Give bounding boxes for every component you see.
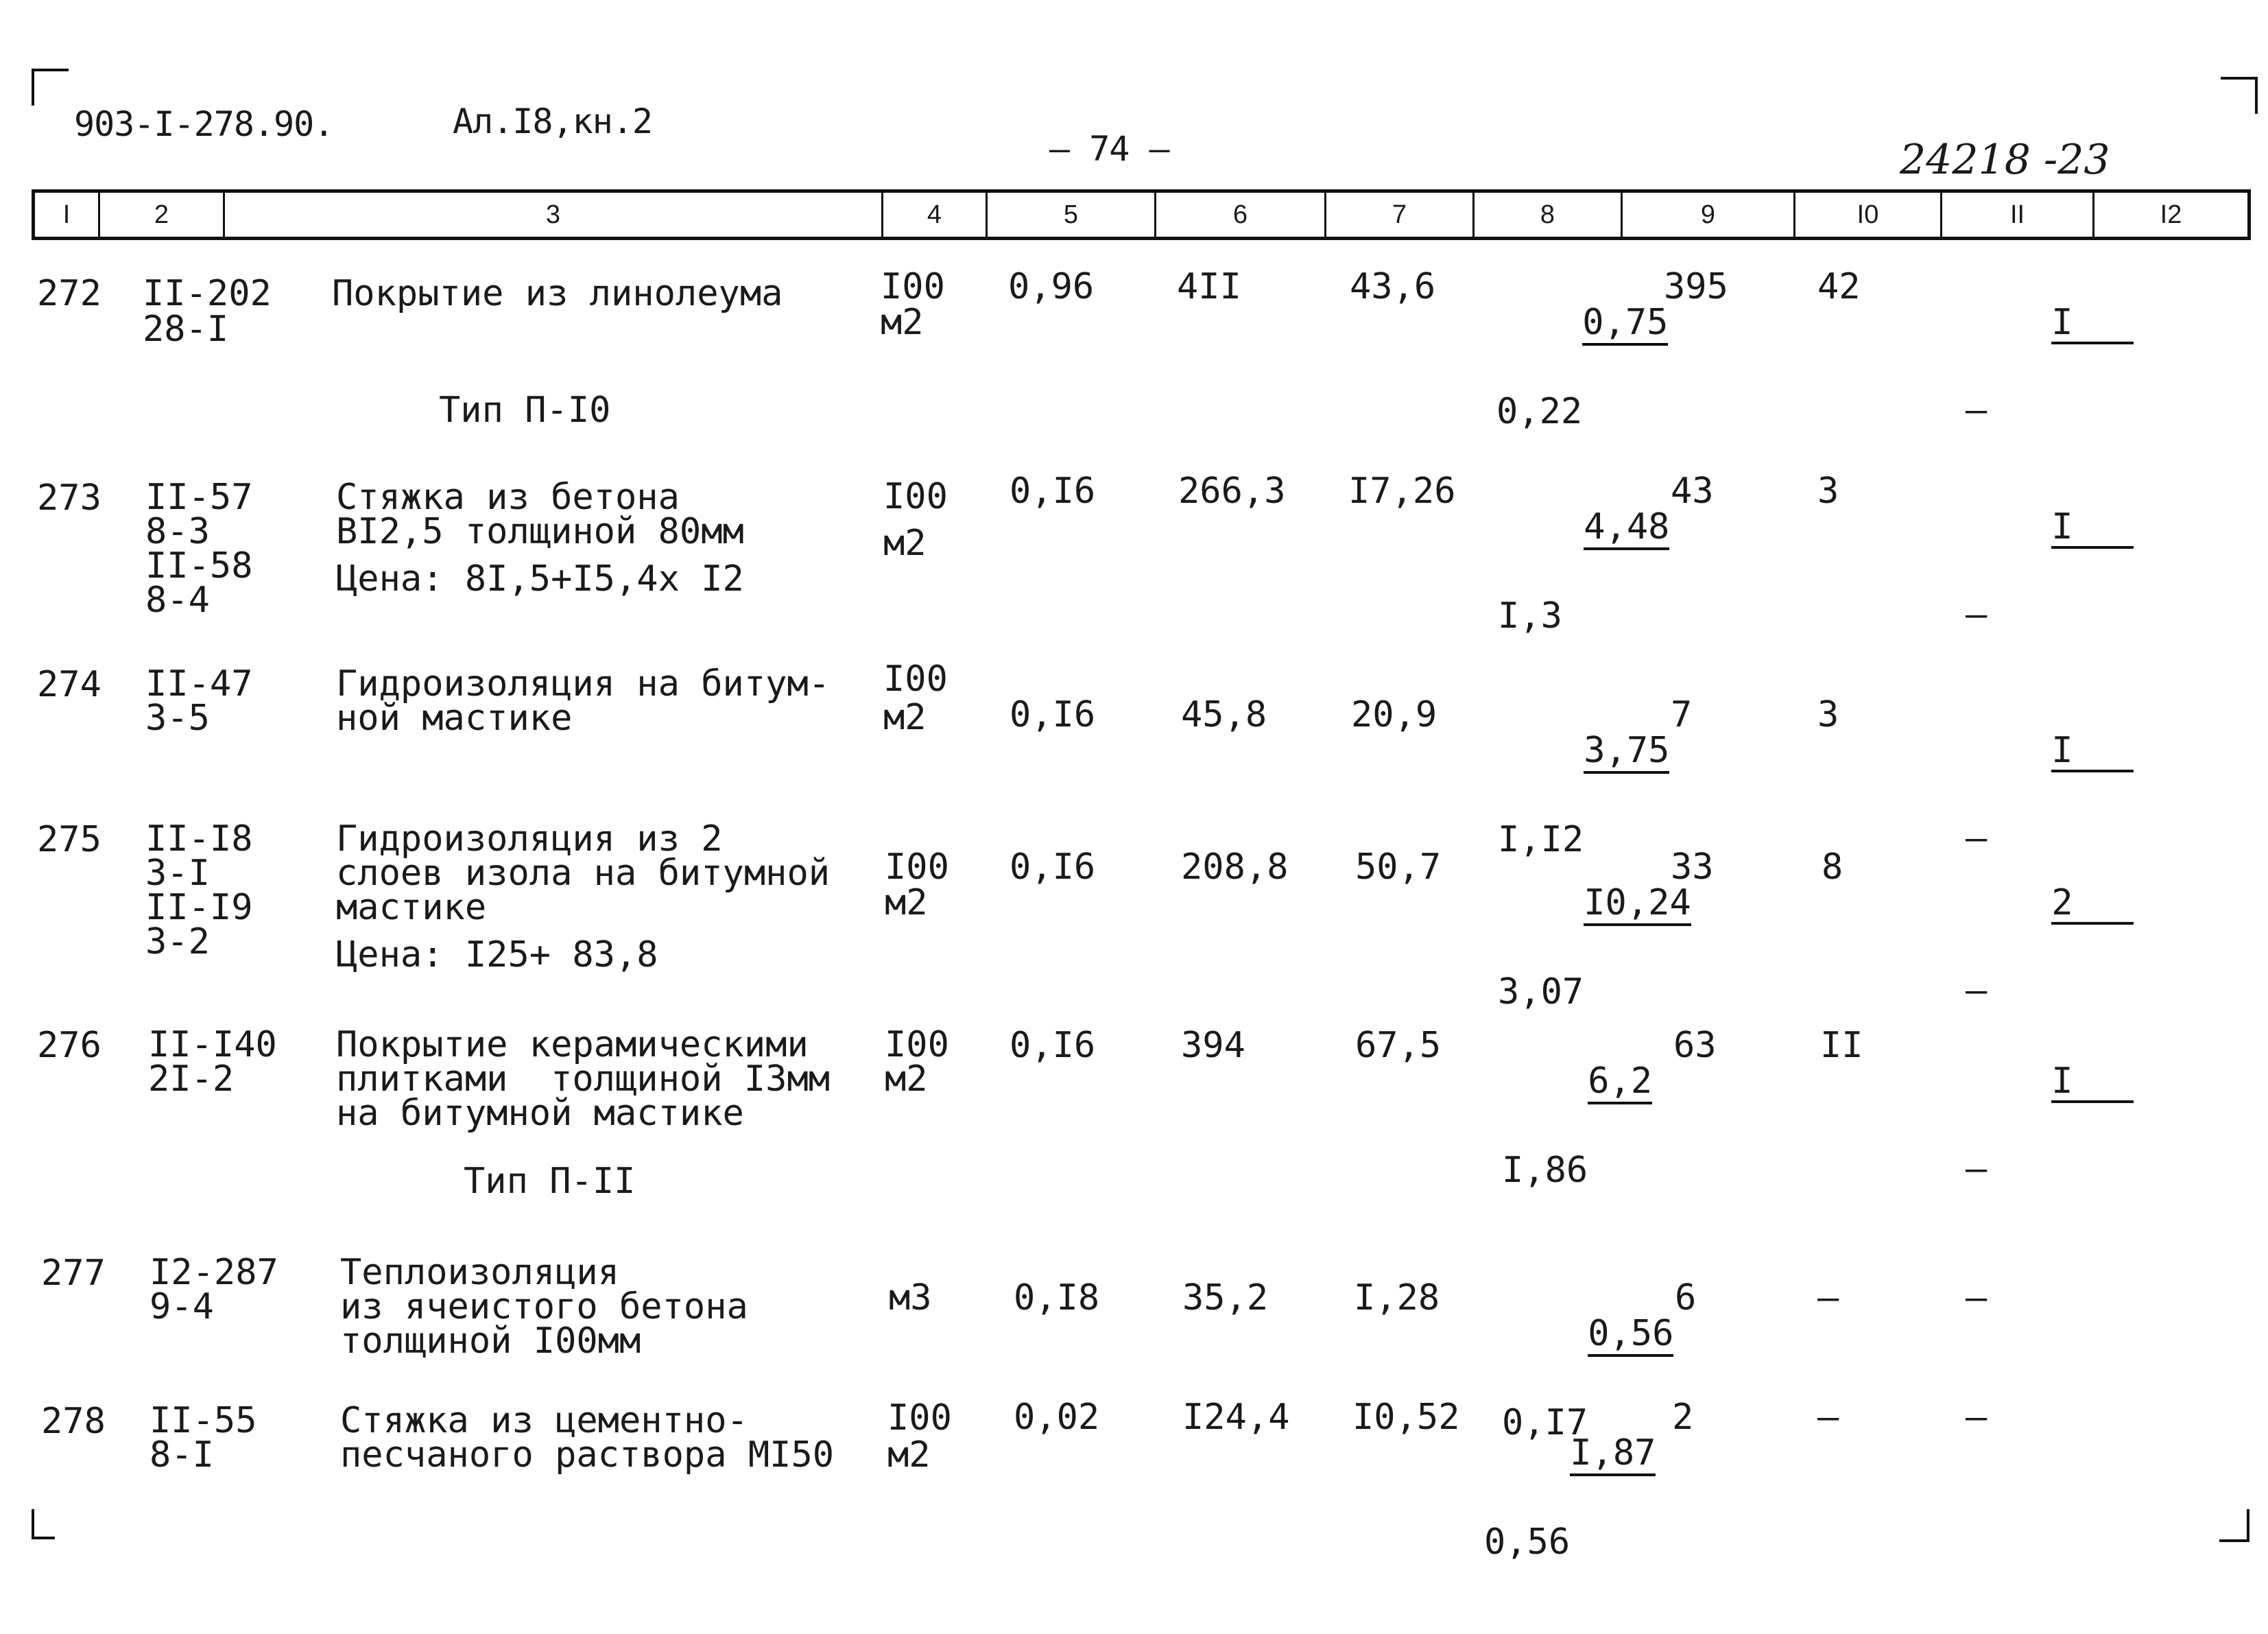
row-number: 273 bbox=[37, 477, 102, 519]
col7-value: I,28 bbox=[1354, 1277, 1440, 1318]
col6-value: I24,4 bbox=[1182, 1397, 1290, 1438]
col8-top: 4,48 bbox=[1584, 509, 1669, 550]
col9-value: 7 bbox=[1671, 694, 1693, 735]
col11-bottom: — bbox=[1966, 1148, 1988, 1189]
column-number: 2 bbox=[98, 193, 223, 237]
unit: I00 м2 bbox=[883, 476, 948, 564]
col11-top: I bbox=[2051, 305, 2134, 344]
page-number: — 74 — bbox=[1049, 129, 1169, 169]
unit: I00 м2 bbox=[887, 1397, 952, 1476]
col9-value: 63 bbox=[1673, 1025, 1717, 1066]
norm-code: II-I8 3-I II-I9 3-2 bbox=[145, 818, 253, 962]
work-description: Покрытие из линолеума bbox=[332, 273, 783, 314]
col9-value: 2 bbox=[1672, 1397, 1694, 1438]
quantity: 0,I6 bbox=[1010, 471, 1096, 512]
col10-value: 8 bbox=[1822, 846, 1843, 888]
row-number: 275 bbox=[37, 819, 102, 860]
col6-value: 394 bbox=[1181, 1025, 1245, 1066]
col11-top: I bbox=[2051, 509, 2134, 549]
row-number: 274 bbox=[37, 664, 102, 705]
col8-fraction bbox=[1498, 473, 1669, 705]
norm-code: I2-287 9-4 bbox=[150, 1252, 278, 1327]
row-number: 276 bbox=[37, 1025, 102, 1066]
col9-value: 6 bbox=[1675, 1277, 1697, 1318]
col7-value: 20,9 bbox=[1351, 694, 1437, 735]
price-note: Цена: 8I,5+I5,4x I2 bbox=[336, 558, 744, 600]
corner-mark-top-right bbox=[2221, 77, 2258, 114]
row-number: 278 bbox=[41, 1401, 106, 1442]
column-number: 9 bbox=[1621, 193, 1793, 237]
column-number: 6 bbox=[1154, 193, 1324, 237]
col8-bottom: I,I2 bbox=[1498, 819, 1584, 860]
column-number: 8 bbox=[1472, 193, 1621, 237]
col11-top: I bbox=[2051, 1063, 2134, 1103]
sheet-code: 24218 -23 bbox=[1900, 136, 2110, 184]
col11-top: 2 bbox=[2051, 885, 2134, 925]
col7-value: 67,5 bbox=[1355, 1025, 1442, 1066]
section-subhead: Тип П-I0 bbox=[439, 390, 611, 431]
corner-mark-bottom-left bbox=[32, 1509, 55, 1539]
col9-value: 395 bbox=[1664, 266, 1728, 307]
work-description: Гидроизоляция на битум- ной мастике bbox=[336, 663, 831, 739]
work-description: Стяжка из бетона BI2,5 толщиной 80мм bbox=[336, 477, 744, 552]
norm-code: II-202 28-I bbox=[143, 273, 272, 350]
quantity: 0,02 bbox=[1014, 1397, 1100, 1438]
unit: м3 bbox=[889, 1277, 932, 1318]
col11-bottom: — bbox=[1966, 818, 1988, 859]
column-number: I0 bbox=[1793, 193, 1940, 237]
quantity: 0,I6 bbox=[1010, 846, 1096, 888]
quantity: 0,I8 bbox=[1014, 1277, 1100, 1318]
unit: I00 м2 bbox=[883, 659, 948, 738]
unit: I00 м2 bbox=[881, 266, 945, 343]
col6-value: 35,2 bbox=[1182, 1277, 1269, 1318]
column-number-bar bbox=[32, 189, 2251, 240]
price-note: Цена: I25+ 83,8 bbox=[336, 934, 658, 975]
col9-value: 43 bbox=[1671, 471, 1714, 512]
corner-mark-bottom-right bbox=[2219, 1509, 2249, 1542]
column-number: 5 bbox=[986, 193, 1154, 237]
col10-value: — bbox=[1817, 1277, 1839, 1318]
doc-code: 903-I-278.90. bbox=[74, 104, 334, 144]
col8-bottom: 0,22 bbox=[1496, 391, 1583, 432]
col11-fraction bbox=[1966, 269, 2134, 499]
quantity: 0,I6 bbox=[1010, 1025, 1096, 1066]
col6-value: 208,8 bbox=[1181, 846, 1289, 888]
unit: I00 м2 bbox=[885, 1024, 949, 1100]
col11-value: — bbox=[1966, 1397, 1988, 1438]
col7-value: I7,26 bbox=[1348, 471, 1456, 512]
col10-value: 3 bbox=[1817, 471, 1839, 512]
album-number: Ал.I8,кн.2 bbox=[453, 102, 653, 141]
col8-top: 3,75 bbox=[1584, 733, 1669, 774]
col8-bottom: 3,07 bbox=[1498, 971, 1584, 1013]
col7-value: I0,52 bbox=[1352, 1397, 1460, 1438]
section-subhead: Тип П-II bbox=[464, 1161, 636, 1202]
col11-bottom: — bbox=[1966, 970, 1988, 1011]
col6-value: 266,3 bbox=[1178, 471, 1286, 512]
col8-bottom: 0,56 bbox=[1484, 1521, 1571, 1563]
col11-top: I bbox=[2051, 733, 2134, 772]
col8-fraction bbox=[1484, 1399, 1656, 1631]
row-number: 277 bbox=[41, 1253, 106, 1294]
col8-top: 6,2 bbox=[1588, 1063, 1652, 1104]
column-number: I2 bbox=[2092, 193, 2247, 237]
col8-bottom: I,86 bbox=[1502, 1150, 1588, 1191]
quantity: 0,96 bbox=[1008, 266, 1095, 307]
col8-fraction bbox=[1502, 1028, 1652, 1259]
col11-fraction bbox=[1966, 473, 2134, 704]
col6-value: 4II bbox=[1177, 266, 1241, 307]
work-description: Теплоизоляция из ячеистого бетона толщиной I00мм bbox=[340, 1252, 748, 1362]
unit: I00 м2 bbox=[885, 846, 949, 923]
col8-bottom: I,3 bbox=[1498, 595, 1562, 637]
norm-code: II-55 8-I bbox=[150, 1400, 257, 1476]
col8-fraction bbox=[1496, 269, 1668, 501]
col11-bottom: — bbox=[1966, 390, 1988, 431]
norm-code: II-57 8-3 II-58 8-4 bbox=[145, 477, 253, 621]
col6-value: 45,8 bbox=[1181, 694, 1267, 735]
column-number: 4 bbox=[881, 193, 986, 237]
col11-bottom: — bbox=[1966, 594, 1988, 635]
norm-code: II-I40 2I-2 bbox=[148, 1024, 277, 1100]
col8-top: 0,56 bbox=[1588, 1316, 1673, 1357]
col8-top: I0,24 bbox=[1584, 885, 1691, 926]
norm-code: II-47 3-5 bbox=[145, 663, 253, 739]
col11-value: — bbox=[1966, 1277, 1988, 1318]
col10-value: — bbox=[1817, 1397, 1839, 1438]
col8-bottom: 0,I7 bbox=[1502, 1402, 1588, 1443]
col10-value: 3 bbox=[1817, 694, 1839, 735]
work-description: Стяжка из цементно- песчаного раствора MI50 bbox=[340, 1400, 835, 1476]
work-description: Гидроизоляция из 2 слоев изола на битумной мастике bbox=[336, 818, 831, 928]
col7-value: 50,7 bbox=[1355, 846, 1442, 888]
column-number: 3 bbox=[223, 193, 881, 237]
col8-top: 0,75 bbox=[1582, 305, 1668, 346]
col10-value: II bbox=[1820, 1025, 1863, 1066]
quantity: 0,I6 bbox=[1010, 694, 1096, 735]
row-number: 272 bbox=[37, 273, 102, 314]
corner-mark-top-left bbox=[32, 69, 69, 106]
work-description: Покрытие керамическими плитками толщиной I3мм на битумной мастике bbox=[336, 1024, 831, 1134]
column-number: I bbox=[62, 200, 71, 229]
col7-value: 43,6 bbox=[1350, 266, 1436, 307]
col9-value: 33 bbox=[1671, 846, 1714, 888]
col11-fraction bbox=[1966, 1028, 2134, 1258]
column-number: 7 bbox=[1324, 193, 1472, 237]
col8-top: I,87 bbox=[1570, 1435, 1656, 1476]
col10-value: 42 bbox=[1817, 266, 1861, 307]
column-number: II bbox=[1940, 193, 2092, 237]
